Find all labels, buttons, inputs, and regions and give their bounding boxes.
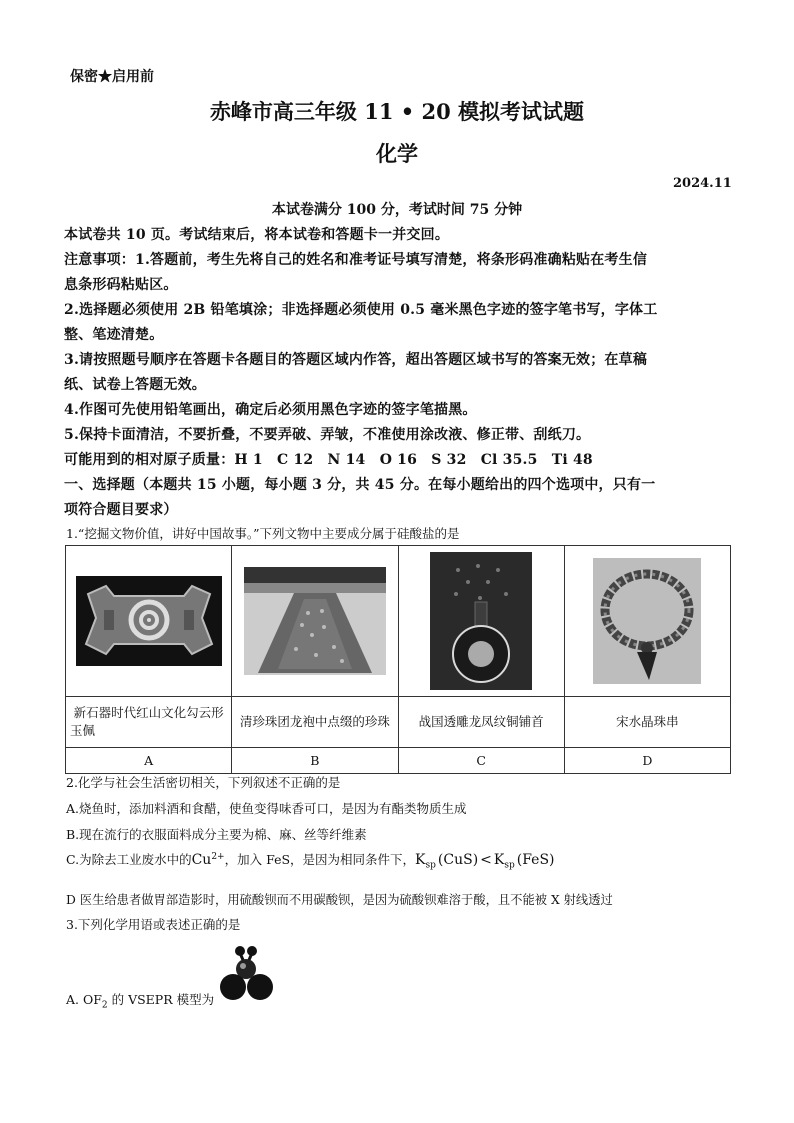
q2-option-c: C.为除去工业废水中的$Cu^{2+}$，加入 FeS，是因为相同条件下，$K_{sp}$ $(CuS) < K_{sp}$ (FeS) — [66, 851, 555, 871]
notice-2a: 2.选择题必须使用 2B 铅笔填涂；非选择题必须使用 0.5 毫米黑色字迹的签字笔书写，字体工 — [64, 302, 658, 318]
option-c-label: C — [398, 748, 564, 774]
bronze-knocker-image — [428, 550, 534, 692]
notice-3a: 3.请按照题号顺序在答题卡各题目的答题区域内作答，超出答题区域书写的答案无效；在草稿 — [64, 352, 648, 368]
q2-option-d: D 医生给患者做胃部造影时，用硫酸钡而不用碳酸钡，是因为硫酸钡难溶于酸，且不能被 X 射线透过 — [66, 893, 613, 907]
option-c-image-cell — [398, 546, 564, 697]
q2-stem: 2.化学与社会生活密切相关，下列叙述不正确的是 — [66, 775, 341, 790]
notice-3b: 纸、试卷上答题无效。 — [64, 377, 206, 393]
option-c-caption: 战国透雕龙凤纹铜铺首 — [398, 697, 564, 748]
option-b-caption: 清珍珠团龙袍中点缀的珍珠 — [232, 697, 398, 748]
jade-pendant-image — [74, 574, 224, 668]
section-heading-b: 项符合题目要求） — [64, 502, 178, 518]
crystal-beads-image — [591, 556, 703, 686]
q1-options-table — [65, 545, 731, 774]
option-d-caption: 宋水晶珠串 — [564, 697, 730, 748]
option-a-caption: 新石器时代红山文化勾云形 玉佩 — [66, 697, 232, 748]
exam-date: 2024.11 — [673, 176, 732, 191]
option-b-label: B — [232, 748, 398, 774]
option-b-image-cell — [232, 546, 398, 697]
exam-title: 赤峰市高三年级 11 • 20 模拟考试试题 — [209, 99, 585, 124]
q2-option-a: A.烧鱼时，添加料酒和食醋，使鱼变得味香可口，是因为有酯类物质生成 — [66, 801, 467, 816]
notice-1b: 息条形码粘贴区。 — [64, 277, 178, 293]
score-time: 本试卷满分 100 分，考试时间 75 分钟 — [271, 202, 523, 218]
section-heading-a: 一、选择题（本题共 15 小题，每小题 3 分，共 45 分。在每小题给出的四个选项中，只有一 — [64, 477, 656, 493]
q3-stem: 3.下列化学用语或表述正确的是 — [66, 917, 241, 932]
q3-option-a: A. $OF_2$ 的 VSEPR 模型为 — [66, 992, 215, 1011]
option-a-label: A — [66, 748, 232, 774]
q2-option-b: B.现在流行的衣服面料成分主要为棉、麻、丝等纤维素 — [66, 827, 367, 842]
option-a-image-cell — [66, 546, 232, 697]
notice-2b: 整、笔迹清楚。 — [64, 327, 164, 343]
confidential-mark: 保密★启用前 — [70, 69, 154, 85]
subject-title: 化学 — [376, 141, 418, 166]
q1-stem: 1.“挖掘文物价值，讲好中国故事。”下列文物中主要成分属于硅酸盐的是 — [66, 526, 460, 541]
option-d-label: D — [564, 748, 730, 774]
notice-5: 5.保持卡面清洁，不要折叠，不要弄破、弄皱，不准使用涂改液、修正带、刮纸刀。 — [64, 427, 591, 443]
vsepr-model-image — [218, 945, 284, 1003]
instruction-pages: 本试卷共 10 页。考试结束后，将本试卷和答题卡一并交回。 — [64, 227, 450, 243]
notice-1a: 注意事项：1.答题前，考生先将自己的姓名和准考证号填写清楚，将条形码准确粘贴在考生信 — [64, 252, 648, 268]
dragon-robe-image — [242, 565, 388, 677]
notice-4: 4.作图可先使用铅笔画出，确定后必须用黑色字迹的签字笔描黑。 — [64, 402, 477, 418]
option-d-image-cell — [564, 546, 730, 697]
atomic-masses: 可能用到的相对原子质量：H 1 C 12 N 14 O 16 S 32 Cl 35.5 Ti 48 — [64, 452, 593, 468]
